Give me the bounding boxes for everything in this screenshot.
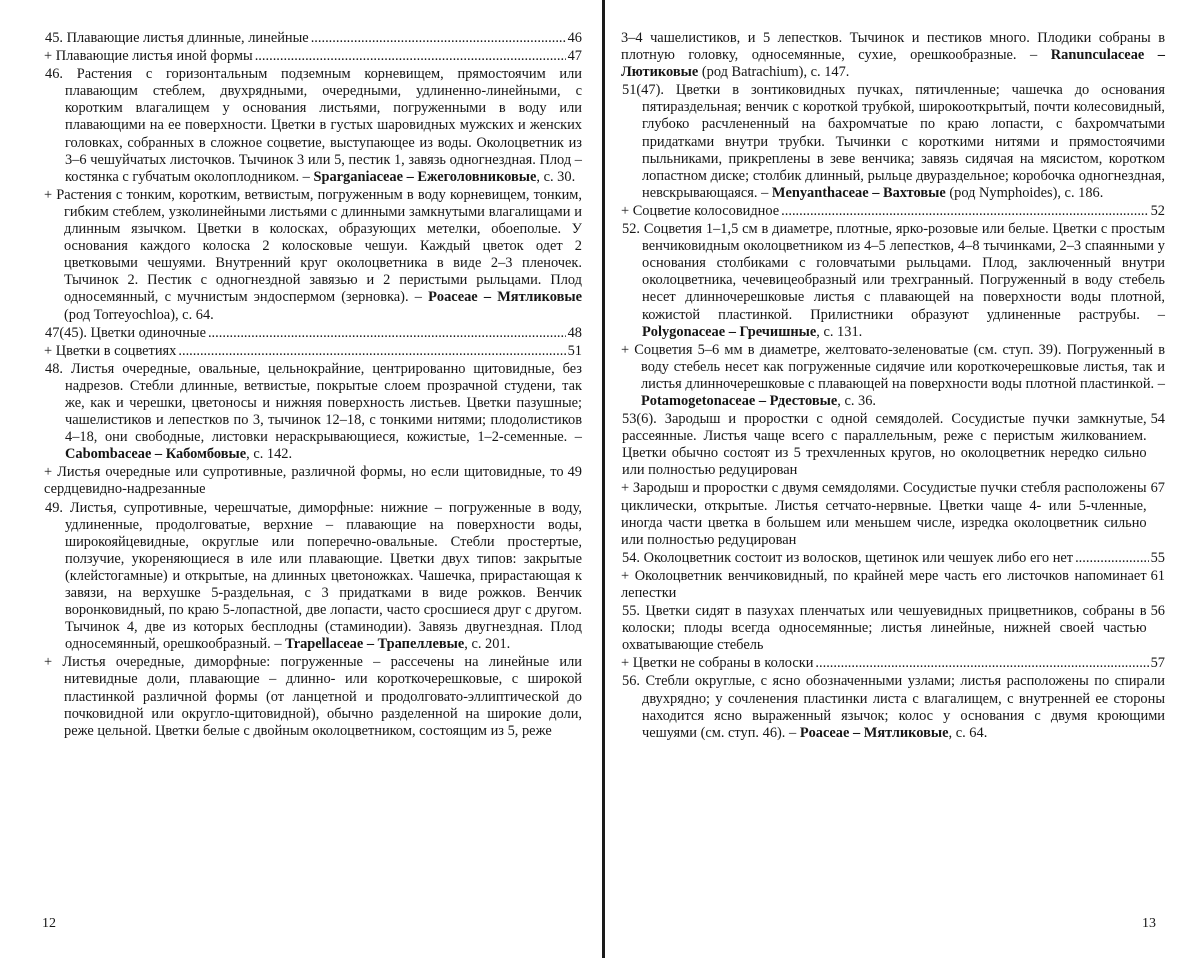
key-target-step: 54 xyxy=(1150,411,1165,428)
key-entry xyxy=(621,655,1165,672)
key-entry xyxy=(44,500,582,654)
key-lead-line xyxy=(622,411,1165,479)
key-entry xyxy=(621,673,1165,741)
key-target-step: 57 xyxy=(1150,655,1165,672)
page-number-right: 13 xyxy=(1142,916,1156,931)
key-lead-line xyxy=(622,603,1165,654)
key-target-step: 46 xyxy=(567,30,582,46)
key-lead-line xyxy=(44,48,582,65)
key-description xyxy=(44,654,582,738)
taxon-name: Poaceae – Мятликовые xyxy=(428,289,582,306)
leader-dots xyxy=(781,203,1148,220)
key-entry xyxy=(621,30,1165,81)
key-text: 49. Листья, супротивные, черешчатые, диморфные: нижние – погруженные в воду, удлиненные, продолговатые, верхние – плавающие на поверхности воды, широкояйцевидные, округлые или поперечно-овальные. Стебли простертые, ползучие, укореняющиеся в иле или плавающие. Цветки двух типов: закрытые (клейстогамные) и открытые, на длинных цветоножках. Чашечка, прирастающая к завязи, на верхушке 5-раздельная, с 3 придатками в виде рожков. Венчик воронковидный, по краю 5-лопастной, две лопасти, часто сросшиеся друг с другом. Тычинок 4, две из которых бесплодны (стаминодии). Завязь двугнездная. Плод односемянный, орешкообразный. – xyxy=(45,499,582,653)
key-text: 56. Стебли округлые, с ясно обозначенными узлами; листья расположены по спирали двухрядно; у сочленения пластинки листа с влагалищем, с внутренней ее стороны находится ясно выраженный язычок; колос у основания с двумя кроющими чешуями (см. ступ. 46). – xyxy=(622,673,1165,741)
key-lead-text: 53(6). Зародыш и проростки с одной семядолей. Сосудистые пучки замкнутые, рассеянные. Листья чаще всего с параллельным, реже с перистым жилкованием. Цветки обычно состоят из 5 трехчленных кругов, но околоцветник нередко сильно или полностью редуцирован xyxy=(622,411,1147,479)
taxon-name: Trapellaceae – Трапеллевые xyxy=(285,636,465,653)
key-lead-text: + Зародыш и проростки с двумя семядолями. Сосудистые пучки стебля расположены циклически, открытые. Листья сетчато-нервные. Цветки чаще 4- или 5-членные, иногда части цветка в большем или меньшем числе, изредка околоцветник сильно или полностью редуцирован xyxy=(621,480,1147,548)
key-lead-text: + Соцветие колосовидное xyxy=(621,202,780,219)
key-entry xyxy=(44,30,582,47)
key-description xyxy=(45,66,582,185)
page-number-left: 12 xyxy=(42,916,56,931)
leader-dots xyxy=(178,343,565,360)
left-page xyxy=(44,30,582,910)
taxon-reference: , с. 201. xyxy=(464,636,511,653)
key-lead-text: + Околоцветник венчиковидный, по крайней мере часть его листочков напоминает лепестки xyxy=(621,567,1147,601)
taxon-name: Cabombaceae – Кабомбовые xyxy=(65,446,247,463)
taxon-name: Poaceae – Мятликовые xyxy=(799,724,949,741)
key-entry xyxy=(621,82,1165,202)
key-entry xyxy=(621,411,1165,479)
key-lead-text: + Цветки не собраны в колоски xyxy=(621,655,814,672)
key-entry xyxy=(44,343,582,360)
taxon-reference: (род Batrachium), с. 147. xyxy=(698,64,850,81)
key-lead-text: 55. Цветки сидят в пазухах пленчатых или чешуевидных прицветников, собраны в колоски; плоды всегда односемянные; листья линейные, нижней своей частью охватывающие стебель xyxy=(622,603,1147,654)
key-entry xyxy=(621,342,1165,410)
key-target-step: 48 xyxy=(567,324,582,341)
leader-dots xyxy=(208,325,566,342)
key-description xyxy=(621,30,1165,80)
taxon-name: Potamogetonaceae – Рдестовые xyxy=(641,392,838,409)
key-text: + Листья очередные, диморфные: погруженные – рассечены на линейные или нитевидные доли, плавающие – длинно- или короткочерешковые, с широкой пластинкой различной формы (от ланцетной и продолговато-эллиптической до почковидной или округло-щитовидной), обычно разделенной на широкие доли, реже цельной. Цветки белые с двойным околоцветником, состоящим из 5, реже xyxy=(44,654,582,739)
leader-dots xyxy=(815,655,1148,672)
key-entry xyxy=(44,66,582,186)
key-lead-text: 54. Околоцветник состоит из волосков, щетинок или чешуек либо его нет xyxy=(622,549,1074,566)
key-entry xyxy=(44,654,582,739)
key-entry xyxy=(621,203,1165,220)
key-target-step: 61 xyxy=(1150,567,1165,584)
key-lead-text: + Цветки в соцветиях xyxy=(44,342,177,359)
key-description xyxy=(45,361,582,462)
key-text: 52. Соцветия 1–1,5 см в диаметре, плотные, ярко-розовые или белые. Цветки с простым венчиковидным околоцветником из 4–5 лепестков, 4–8 тычинками, 2–3 спаянными у основания столбиками с головчатыми рыльцами. Плод, заключенный внутри околоцветника, чечевицеобразный или трехгранный. Погруженный в воду стебель несет длинночерешковые листья с плавающей на поверхности воды плотной, кожистой пластинкой. Прилистники образуют удлиненные раструбы. – xyxy=(622,221,1165,323)
key-description xyxy=(45,500,582,653)
key-description xyxy=(622,82,1165,201)
taxon-name: Ranunculaceae – Лютиковые xyxy=(621,47,1165,81)
key-target-step: 49 xyxy=(567,464,582,481)
key-lead-line xyxy=(621,203,1165,220)
key-lead-text: 45. Плавающие листья длинные, линейные xyxy=(45,30,309,46)
key-description xyxy=(621,342,1165,409)
key-lead-text: 47(45). Цветки одиночные xyxy=(45,324,206,341)
key-lead-line xyxy=(621,655,1165,672)
key-entry xyxy=(44,464,582,498)
key-target-step: 47 xyxy=(567,48,582,65)
key-lead-line xyxy=(45,325,582,342)
key-lead-line xyxy=(621,568,1165,602)
leader-dots xyxy=(311,30,566,47)
key-lead-line xyxy=(621,480,1165,548)
key-target-step: 55 xyxy=(1150,549,1165,566)
key-text: + Соцветия 5–6 мм в диаметре, желтовато-зеленоватые (см. ступ. 39). Погруженный в воду стебель несет как погруженные сидячие или короткочерешковые листья, так и листья длинночерешковые с плавающей на поверхности воды плотной пластинкой. – xyxy=(621,341,1165,392)
key-text: 48. Листья очередные, овальные, цельнокрайние, центрированно щитовидные, без надрезов. Стебли длинные, ветвистые, покрытые слоем прозрачной студени, так же, как и черешки, цветоносы и нижняя поверхность листьев. Цветки пазушные; чашелистиков и лепестков по 3, тычинок 12–18, с тонкими нитями; плодолистиков 4–18, они свободные, листовки нераскрывающиеся, кожистые, 1–2-семенные. – xyxy=(45,360,582,446)
key-lead-line xyxy=(622,550,1165,567)
taxon-name: Menyanthaceae – Вахтовые xyxy=(771,184,946,201)
key-target-step: 56 xyxy=(1150,603,1165,620)
key-target-step: 52 xyxy=(1150,202,1165,219)
key-entry xyxy=(44,361,582,464)
key-entry xyxy=(621,568,1165,602)
key-lead-line xyxy=(44,464,582,498)
key-target-step: 67 xyxy=(1150,480,1165,497)
key-text: 46. Растения с горизонтальным подземным корневищем, прямостоячим или плавающим стеблем, двухрядными, очередными, удлиненно-линейными, с коротким влагалищем у основания листьями, погруженными в воду или плавающими на ее поверхности. Цветки в густых шаровидных мужских и женских головках, собранных в сложное соцветие, выступающее из воды. Околоцветник из 3–6 чешуйчатых листочков. Тычинок 3 или 5, пестик 1, завязь одногнездная. Плод – костянка с губчатым околоплодником. – xyxy=(45,66,582,185)
key-lead-text: + Плавающие листья иной формы xyxy=(44,48,253,65)
key-text: 3–4 чашелистиков, и 5 лепестков. Тычинок и пестиков много. Плодики собраны в плотную головку, односемянные, сухие, орешкообразные. – xyxy=(621,30,1165,64)
leader-dots xyxy=(255,48,566,65)
key-text: + Растения с тонким, коротким, ветвистым, погруженным в воду корневищем, тонким, гибким стеблем, узколинейными листьями с длинными замкнутыми влагалищами и длинным язычком. Цветки в колосках, образующих метелки, обоеполые. У основания каждого колоска 2 колосковые чешуи. Каждый цветок одет 2 цветковыми чешуями. Внутренний круг околоцветника в виде 2–3 пленочек. Тычинок 2. Пестик с одногнездной завязью и 2 перистыми рыльцами. Плод односемянный, с мучнистым эндоспермом (зерновка). – xyxy=(44,186,582,306)
key-description xyxy=(44,187,582,323)
book-gutter xyxy=(602,0,605,958)
key-entry xyxy=(621,550,1165,567)
right-page xyxy=(621,30,1165,910)
key-entry xyxy=(621,221,1165,341)
taxon-reference: , с. 64. xyxy=(948,724,988,741)
key-entry xyxy=(621,480,1165,548)
taxon-reference: , с. 36. xyxy=(837,392,877,409)
key-entry xyxy=(44,325,582,342)
taxon-reference: (род Nymphoides), с. 186. xyxy=(945,184,1104,201)
key-description xyxy=(622,221,1165,340)
taxon-reference: , с. 30. xyxy=(536,168,576,185)
key-target-step: 51 xyxy=(567,342,582,359)
key-entry xyxy=(621,603,1165,654)
key-entry xyxy=(44,48,582,65)
taxon-reference: (род Torreyochloa), с. 64. xyxy=(64,306,214,323)
key-description xyxy=(622,673,1165,740)
leader-dots xyxy=(1075,550,1149,567)
taxon-name: Polygonaceae – Гречишные xyxy=(642,323,817,340)
taxon-reference: , с. 142. xyxy=(246,446,293,463)
key-lead-line xyxy=(44,343,582,360)
key-entry xyxy=(44,187,582,324)
taxon-reference: , с. 131. xyxy=(816,323,863,340)
key-lead-line xyxy=(45,30,582,47)
key-lead-text: + Листья очередные или супротивные, различной формы, но если щитовидные, то сердцевидно-надрезанные xyxy=(44,464,564,498)
taxon-name: Sparganiaceae – Ежеголовниковые xyxy=(313,168,537,185)
key-text: 51(47). Цветки в зонтиковидных пучках, пятичленные; чашечка до основания пятираздельная; венчик с короткой трубкой, широкооткрытый, почти колесовидный, глубоко расчлененный на бахромчатые по краю лопасти, с бахромчатыми придатками внутри трубки. Тычинки с короткими нитями и прямостоячими пыльниками, прикреплены в зеве венчика; завязь сидячая на мясистом, коротком лопастном диске; столбик длинный, рыльце двураздельное; коробочка одногнездная, невскрывающаяся. – xyxy=(622,82,1165,201)
